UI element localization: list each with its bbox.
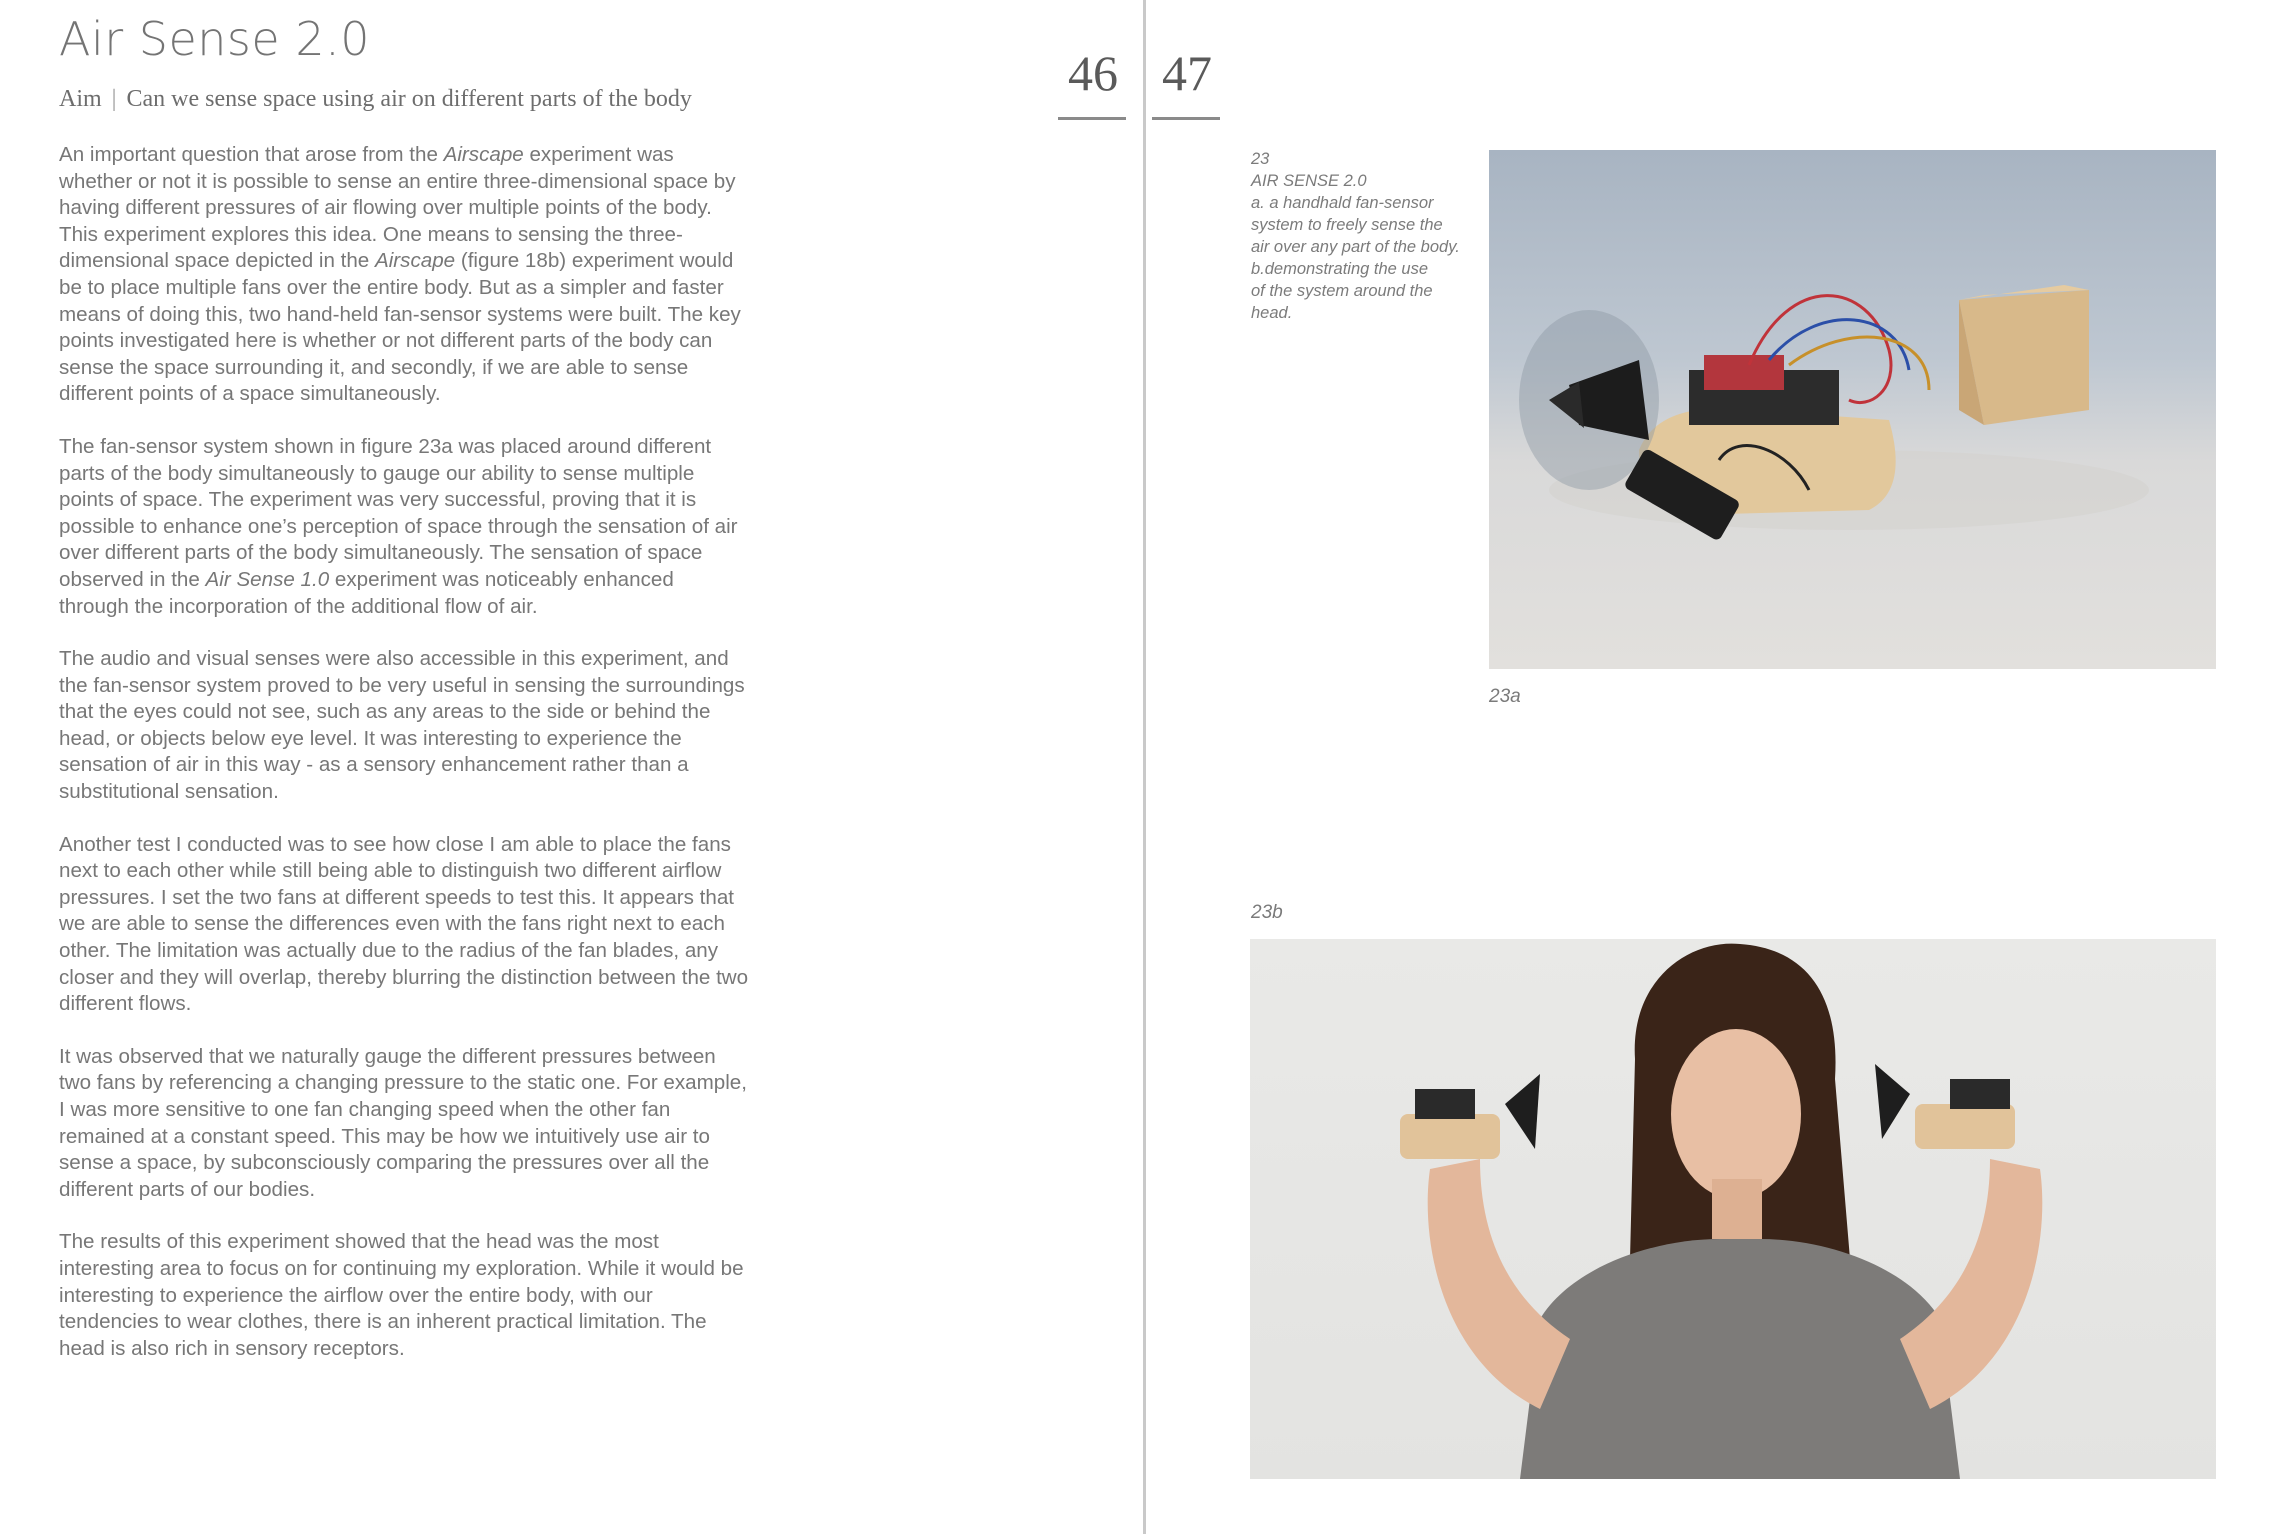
caption-line: of the system around the [1251, 282, 1433, 300]
aim-line [59, 86, 692, 113]
figure-23b-photo [1250, 939, 2216, 1479]
paragraph-2-italic: Air Sense 1.0 [205, 567, 330, 591]
figure-23b-label: 23b [1251, 902, 1283, 923]
figure-caption [1251, 148, 1491, 324]
paragraph-6: The results of this experiment showed that the head was the most interesting area to focus on for continuing my exploration. While it would be interesting to experience the airflow over the entire body, with our tendencies to wear clothes, there is an inherent practical limitation. The head is also rich in sensory receptors. [59, 1230, 744, 1360]
paragraph-1-text-c: (figure 18b) experiment would be to place multiple fans over the entire body. But as a simpler and faster means of doing this, two hand-held fan-sensor systems were built. The key points investigated here is whether or not different parts of the body can sense the space surrounding it, and secondly, if we are able to sense different points of a space simultaneously. [59, 249, 741, 406]
aim-text: Can we sense space using air on different parts of the body [126, 86, 692, 112]
page-number-rule-right [1152, 117, 1220, 120]
paragraph-1-italic-b: Airscape [374, 249, 456, 273]
paragraph-5: It was observed that we naturally gauge the different pressures between two fans by referencing a changing pressure to the static one. For example, I was more sensitive to one fan changing speed when the other fan remained at a constant speed. This may be how we intuitively use air to sense a space, by subconsciously comparing the pressures over all the different parts of our bodies. [59, 1044, 747, 1201]
caption-line: system to freely sense the [1251, 216, 1443, 234]
paragraph-2-text-a: The fan-sensor system shown in figure 23a was placed around different parts of the body simultaneously to gauge our ability to sense multiple points of space. The experiment was very successful, proving that it is possible to enhance one’s perception of space through the sensation of air over different parts of the body simultaneously. The sensation of space observed in the [59, 434, 738, 591]
paragraph-1 [59, 142, 749, 408]
paragraph-1-italic-a: Airscape [443, 143, 524, 166]
caption-line: b.demonstrating the use [1251, 260, 1429, 278]
page-title: Air Sense 2.0 [59, 12, 370, 66]
paragraph-1-text-a: An important question that arose from the [59, 143, 444, 166]
paragraph-1-text-b: experiment was whether or not it is possible to sense an entire three-dimensional space by having different pressures of air flowing over multiple points of the body. This experiment explores this idea. One means to sensing the three-dimensional space depicted in the [59, 143, 736, 273]
caption-line: AIR SENSE 2.0 [1251, 172, 1367, 190]
body-text [59, 142, 749, 1388]
fan-sensor-device-illustration [1489, 150, 2216, 669]
caption-line: a. a handhald fan-sensor [1251, 194, 1434, 212]
aim-separator: | [111, 86, 117, 112]
figure-23a-label: 23a [1489, 686, 1521, 707]
page-number-rule-left [1058, 117, 1126, 120]
caption-line: 23 [1251, 150, 1270, 168]
paragraph-2-text-b: experiment was noticeably enhanced through the incorporation of the additional flow of air. [59, 567, 674, 618]
page-number-right: 47 [1162, 45, 1212, 101]
aim-label: Aim [59, 86, 102, 112]
paragraph-4: Another test I conducted was to see how close I am able to place the fans next to each other while still being able to distinguish two different airflow pressures. I set the two fans at different speeds to test this. It appears that we are able to sense the differences even with the fans right next to each other. The limitation was actually due to the radius of the fan blades, any closer and they will overlap, thereby blurring the distinction between the two different flows. [59, 832, 749, 1016]
caption-line: air over any part of the body. [1251, 238, 1460, 256]
book-spine [1143, 0, 1146, 1534]
page-number-left: 46 [1068, 45, 1118, 101]
paragraph-3: The audio and visual senses were also accessible in this experiment, and the fan-sensor system proved to be very useful in sensing the surroundings that the eyes could not see, such as any areas to the side or behind the head, or objects below eye level. It was interesting to experience the sensation of air in this way - as a sensory enhancement rather than a substitutional sensation. [59, 647, 745, 804]
person-holding-fans-illustration [1250, 939, 2216, 1479]
figure-23a-photo [1489, 150, 2216, 669]
paragraph-2 [59, 434, 749, 620]
caption-line: head. [1251, 304, 1293, 322]
